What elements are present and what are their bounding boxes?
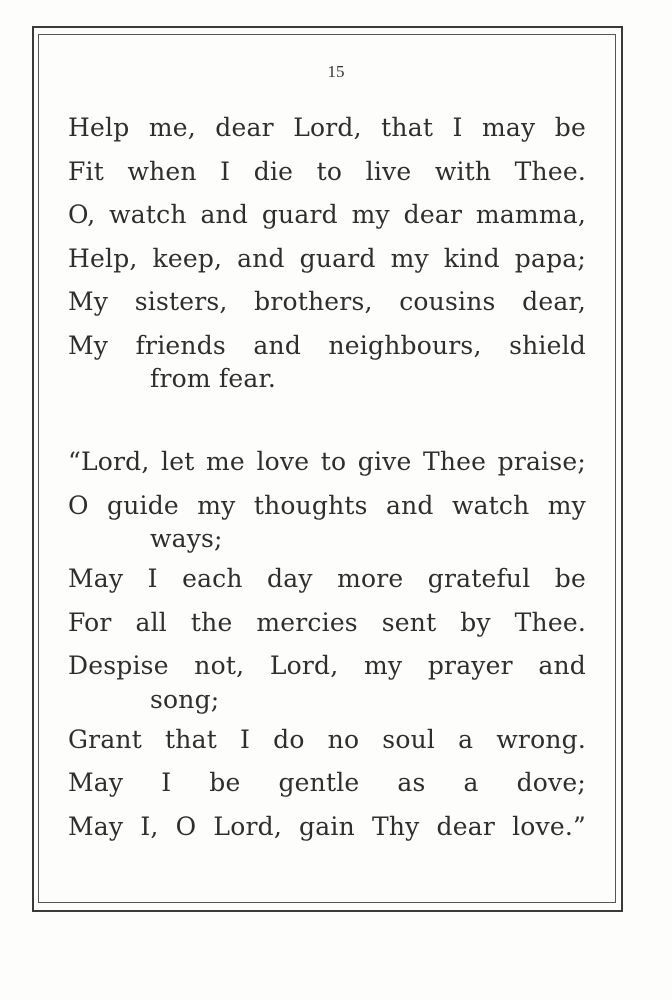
poem-line-continuation: song;: [150, 684, 220, 714]
poem-line-continuation: ways;: [150, 524, 223, 553]
poem-line: May I be gentle as a dove;: [68, 768, 586, 797]
poem-line: Grant that I do no soul a wrong.: [68, 724, 586, 754]
poem-line: My sisters, brothers, cousins dear,: [68, 287, 586, 316]
poem-line: For all the mercies sent by Thee.: [68, 607, 586, 637]
poem-line: “Lord, let me love to give Thee praise;: [68, 447, 586, 476]
poem-line: May I each day more grateful be: [68, 564, 586, 593]
poem: [68, 106, 586, 848]
poem-line: Fit when I die to live with Thee.: [68, 156, 586, 186]
poem-line: May I, O Lord, gain Thy dear love.”: [68, 811, 586, 841]
poem-line: My friends and neighbours, shield: [68, 330, 586, 360]
poem-line: O guide my thoughts and watch my: [68, 490, 586, 520]
stanza-break: [68, 397, 586, 440]
page-number: 15: [327, 62, 345, 81]
poem-line-continuation: from fear.: [150, 364, 277, 393]
poem-line: Help, keep, and guard my kind papa;: [68, 243, 586, 273]
poem-line: Despise not, Lord, my prayer and: [68, 651, 586, 680]
poem-line: Help me, dear Lord, that I may be: [68, 113, 586, 142]
poem-line: O, watch and guard my dear mamma,: [68, 200, 586, 229]
